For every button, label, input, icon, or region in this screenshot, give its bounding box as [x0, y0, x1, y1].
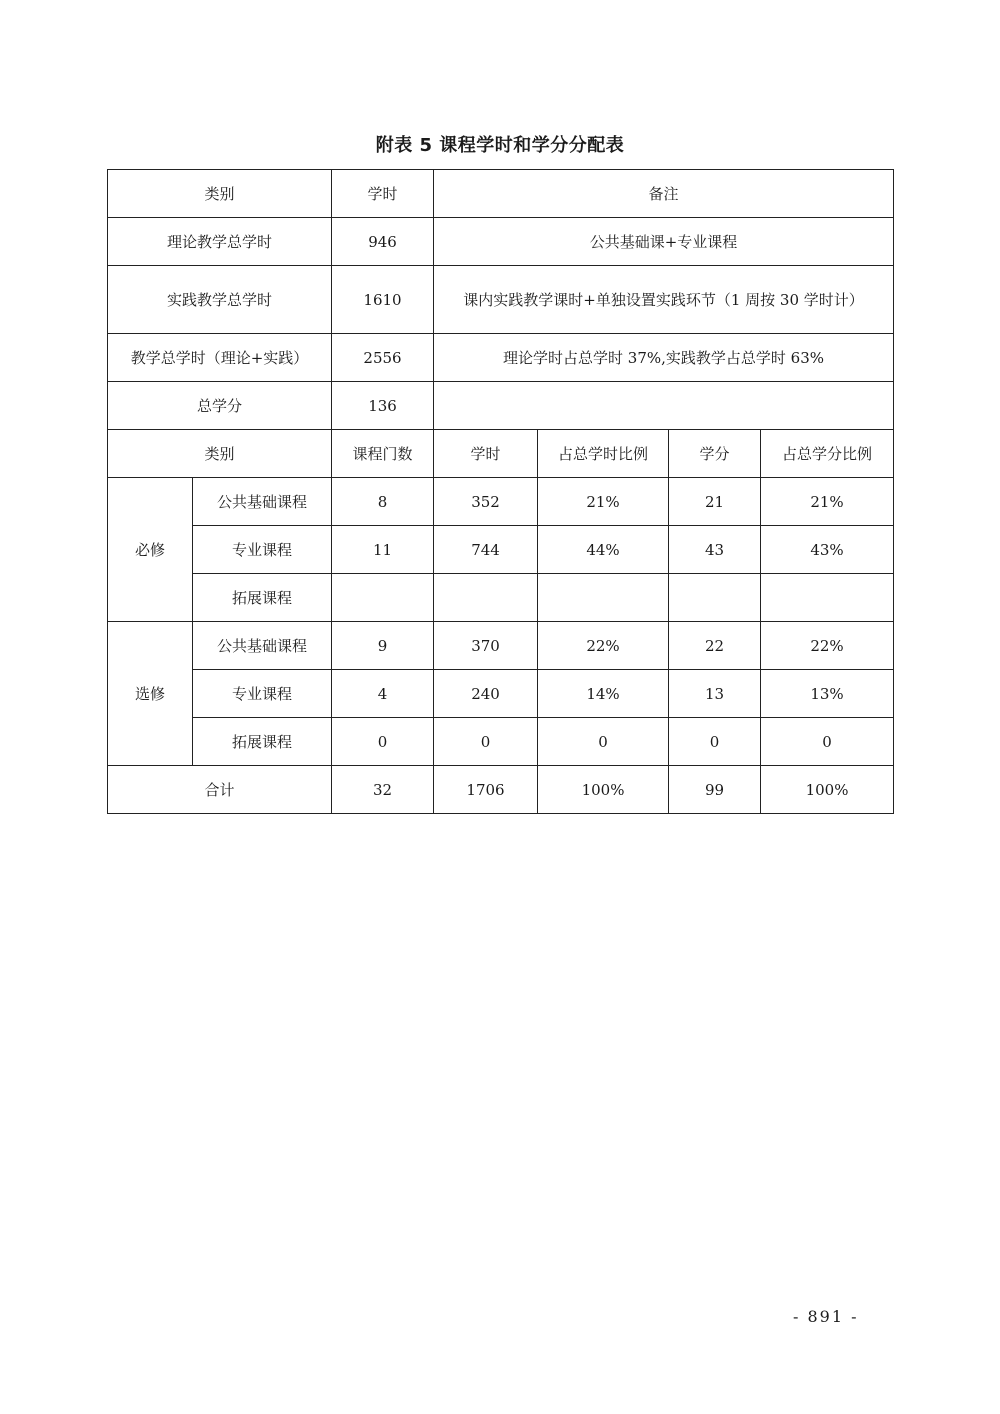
- summary-label: 实践教学总学时: [108, 266, 332, 334]
- detail-header-credits: 学分: [669, 430, 761, 478]
- detail-header-credits-pct: 占总学分比例: [761, 430, 894, 478]
- course-credits: 22: [669, 622, 761, 670]
- table-row: [108, 622, 894, 670]
- course-hours: [434, 574, 538, 622]
- course-hours-pct: 21%: [538, 478, 669, 526]
- summary-header-category: 类别: [108, 170, 332, 218]
- course-type: 拓展课程: [193, 574, 332, 622]
- course-count: 4: [332, 670, 434, 718]
- course-hours-pct: 14%: [538, 670, 669, 718]
- course-type: 拓展课程: [193, 718, 332, 766]
- course-count: 11: [332, 526, 434, 574]
- course-credits-pct: 21%: [761, 478, 894, 526]
- total-count: 32: [332, 766, 434, 814]
- summary-row: [108, 218, 894, 266]
- course-hours: 0: [434, 718, 538, 766]
- course-count: 8: [332, 478, 434, 526]
- summary-note: 课内实践教学课时+单独设置实践环节（1 周按 30 学时计）: [434, 266, 894, 334]
- course-type: 公共基础课程: [193, 622, 332, 670]
- summary-note: 理论学时占总学时 37%,实践教学占总学时 63%: [434, 334, 894, 382]
- total-row: [108, 766, 894, 814]
- course-type: 专业课程: [193, 526, 332, 574]
- page-number: - 891 -: [793, 1307, 859, 1326]
- summary-header-row: [108, 170, 894, 218]
- detail-header-hours: 学时: [434, 430, 538, 478]
- summary-label: 总学分: [108, 382, 332, 430]
- course-credits-pct: 43%: [761, 526, 894, 574]
- summary-label: 理论教学总学时: [108, 218, 332, 266]
- total-hours: 1706: [434, 766, 538, 814]
- table-row: [108, 526, 894, 574]
- course-credits-pct: 0: [761, 718, 894, 766]
- total-hours-pct: 100%: [538, 766, 669, 814]
- course-type: 公共基础课程: [193, 478, 332, 526]
- course-credits-pct: 22%: [761, 622, 894, 670]
- course-hours-pct: 44%: [538, 526, 669, 574]
- summary-note: [434, 382, 894, 430]
- course-count: 0: [332, 718, 434, 766]
- course-credits: [669, 574, 761, 622]
- course-type: 专业课程: [193, 670, 332, 718]
- summary-header-hours: 学时: [332, 170, 434, 218]
- detail-header-row: [108, 430, 894, 478]
- page-title: 附表 5 课程学时和学分分配表: [375, 135, 625, 156]
- total-credits-pct: 100%: [761, 766, 894, 814]
- course-credits-pct: [761, 574, 894, 622]
- course-hours-pct: 0: [538, 718, 669, 766]
- course-hours-pct: [538, 574, 669, 622]
- table-row: [108, 670, 894, 718]
- group-label-elective: 选修: [108, 622, 193, 766]
- detail-header-count: 课程门数: [332, 430, 434, 478]
- course-credits: 0: [669, 718, 761, 766]
- summary-row: [108, 334, 894, 382]
- summary-value: 946: [332, 218, 434, 266]
- table-row: [108, 574, 894, 622]
- course-hours: 352: [434, 478, 538, 526]
- summary-header-note: 备注: [434, 170, 894, 218]
- summary-row: [108, 266, 894, 334]
- summary-row: [108, 382, 894, 430]
- table-row: [108, 718, 894, 766]
- total-label: 合计: [108, 766, 332, 814]
- course-credits: 13: [669, 670, 761, 718]
- course-credits: 43: [669, 526, 761, 574]
- course-credits-pct: 13%: [761, 670, 894, 718]
- summary-note: 公共基础课+专业课程: [434, 218, 894, 266]
- course-count: 9: [332, 622, 434, 670]
- course-credits: 21: [669, 478, 761, 526]
- total-credits: 99: [669, 766, 761, 814]
- summary-label: 教学总学时（理论+实践）: [108, 334, 332, 382]
- summary-value: 136: [332, 382, 434, 430]
- detail-header-hours-pct: 占总学时比例: [538, 430, 669, 478]
- course-count: [332, 574, 434, 622]
- credit-hours-table: [107, 169, 894, 814]
- course-hours: 744: [434, 526, 538, 574]
- summary-value: 2556: [332, 334, 434, 382]
- summary-value: 1610: [332, 266, 434, 334]
- group-label-required: 必修: [108, 478, 193, 622]
- course-hours-pct: 22%: [538, 622, 669, 670]
- course-hours: 370: [434, 622, 538, 670]
- table-row: [108, 478, 894, 526]
- detail-header-category: 类别: [108, 430, 332, 478]
- course-hours: 240: [434, 670, 538, 718]
